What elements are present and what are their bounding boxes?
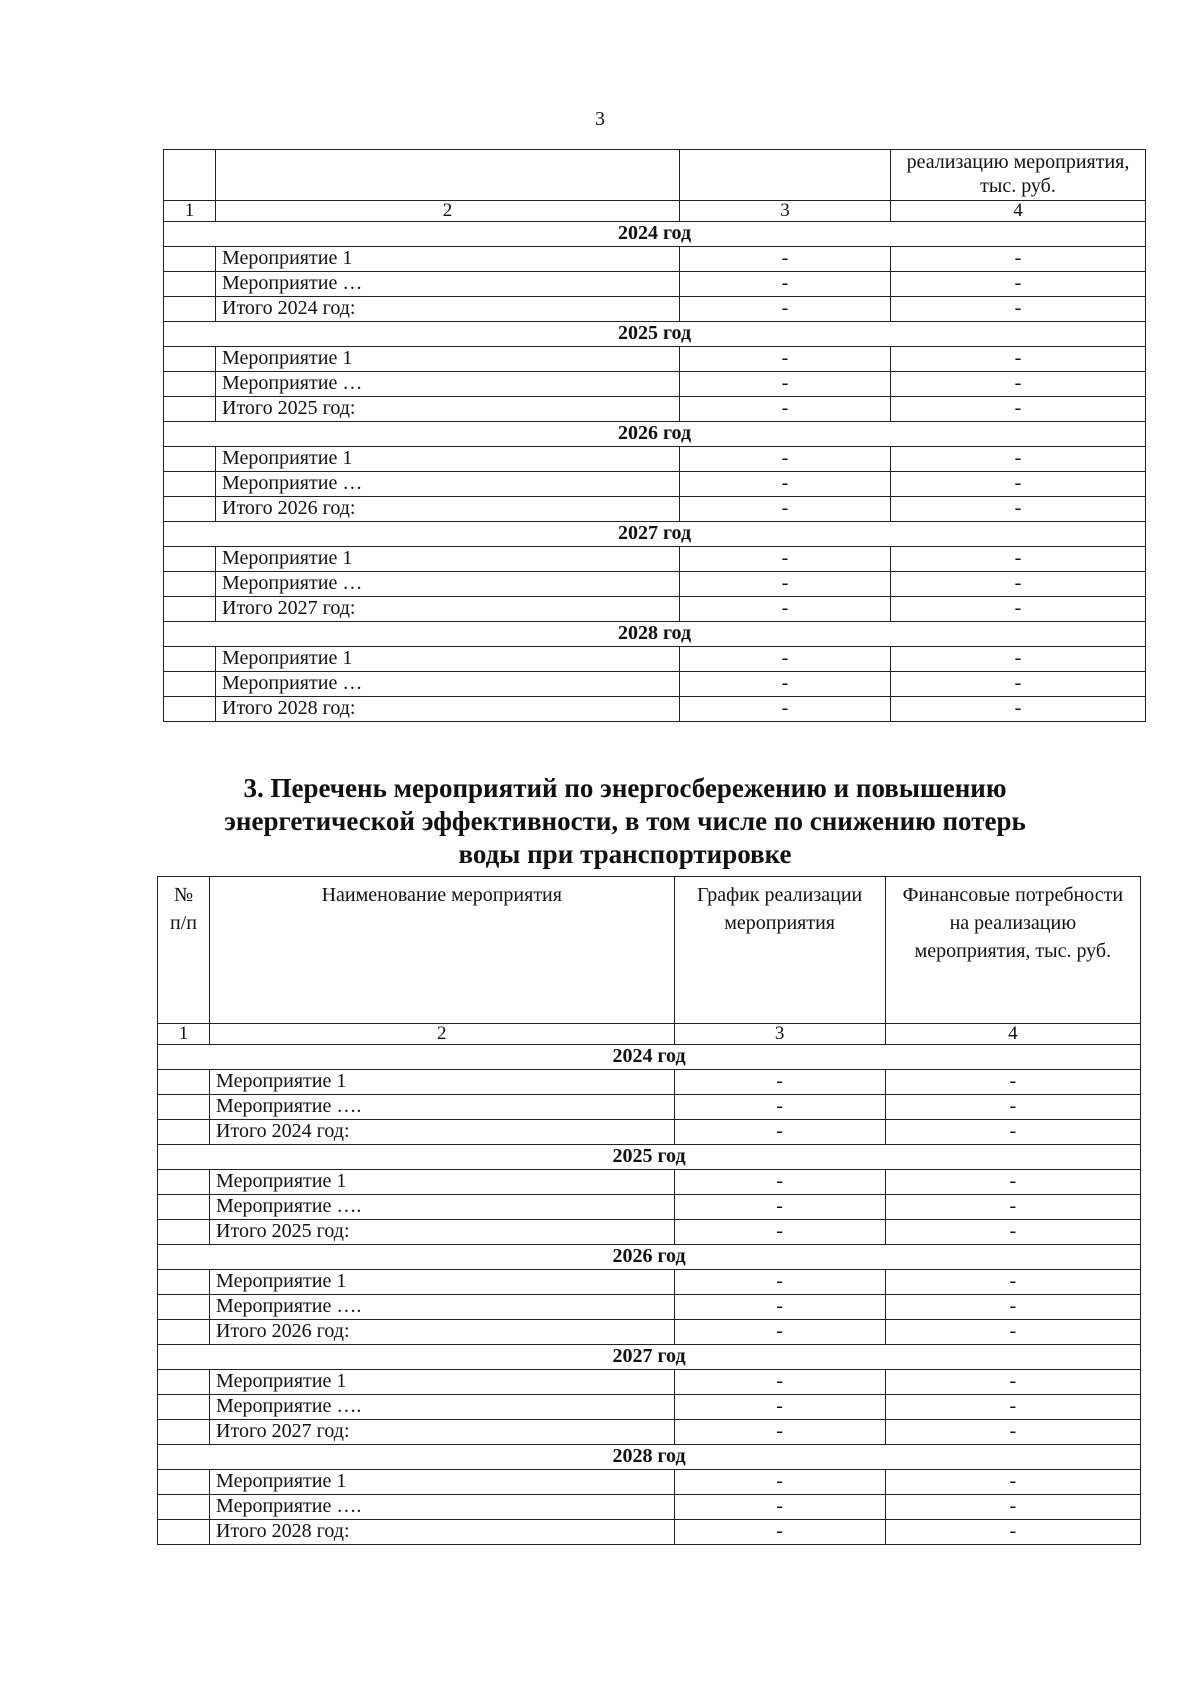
row-number-cell [164, 447, 216, 472]
row-number-cell [158, 1520, 210, 1545]
measure-name: Мероприятие 1 [216, 247, 680, 272]
table-row [158, 1470, 1141, 1495]
row-number-cell [164, 297, 216, 322]
table2-header-row [158, 877, 1141, 1024]
finance-value: - [885, 1070, 1140, 1095]
table-row [158, 1195, 1141, 1220]
row-number-cell [164, 372, 216, 397]
measure-name: Мероприятие … [216, 272, 680, 297]
total-label: Итого 2026 год: [210, 1320, 674, 1345]
finance-value: - [891, 547, 1146, 572]
measure-name: Мероприятие …. [210, 1195, 674, 1220]
schedule-value: - [680, 372, 891, 397]
measure-name: Мероприятие … [216, 372, 680, 397]
total-label: Итого 2024 год: [216, 297, 680, 322]
table-row [158, 1270, 1141, 1295]
total-label: Итого 2028 год: [210, 1520, 674, 1545]
total-schedule: - [680, 297, 891, 322]
schedule-value: - [680, 472, 891, 497]
row-number-cell [158, 1395, 210, 1420]
finance-value: - [885, 1495, 1140, 1520]
schedule-value: - [674, 1370, 885, 1395]
measure-name: Мероприятие 1 [210, 1370, 674, 1395]
total-finance: - [885, 1220, 1140, 1245]
total-row [158, 1420, 1141, 1445]
year-heading: 2024 год [164, 222, 1146, 247]
total-label: Итого 2024 год: [210, 1120, 674, 1145]
row-number-cell [158, 1320, 210, 1345]
total-finance: - [885, 1520, 1140, 1545]
column-number: 1 [158, 1024, 210, 1045]
year-row [164, 322, 1146, 347]
finance-value: - [891, 672, 1146, 697]
row-number-cell [164, 472, 216, 497]
total-schedule: - [680, 497, 891, 522]
table1-header-col4: реализацию мероприятия, тыс. руб. [891, 150, 1146, 201]
year-row [164, 222, 1146, 247]
table-row [158, 1495, 1141, 1520]
year-row [164, 422, 1146, 447]
total-finance: - [885, 1120, 1140, 1145]
row-number-cell [158, 1370, 210, 1395]
row-number-cell [164, 547, 216, 572]
row-number-cell [158, 1070, 210, 1095]
finance-value: - [891, 572, 1146, 597]
table-row [164, 647, 1146, 672]
year-row [158, 1245, 1141, 1270]
column-number: 1 [164, 201, 216, 222]
table1-header-row [164, 150, 1146, 201]
table1-column-numbers [164, 201, 1146, 222]
column-number: 2 [210, 1024, 674, 1045]
finance-value: - [885, 1270, 1140, 1295]
total-finance: - [891, 397, 1146, 422]
measure-name: Мероприятие 1 [216, 647, 680, 672]
schedule-value: - [680, 247, 891, 272]
row-number-cell [164, 572, 216, 597]
total-finance: - [885, 1320, 1140, 1345]
schedule-value: - [680, 347, 891, 372]
table-row [158, 1170, 1141, 1195]
finance-value: - [891, 272, 1146, 297]
row-number-cell [158, 1095, 210, 1120]
finance-value: - [891, 372, 1146, 397]
total-finance: - [891, 497, 1146, 522]
total-row [164, 297, 1146, 322]
total-row [158, 1120, 1141, 1145]
schedule-value: - [680, 672, 891, 697]
total-finance: - [885, 1420, 1140, 1445]
total-row [164, 397, 1146, 422]
finance-value: - [885, 1395, 1140, 1420]
table-row [164, 572, 1146, 597]
total-label: Итого 2025 год: [216, 397, 680, 422]
measure-name: Мероприятие … [216, 472, 680, 497]
schedule-value: - [674, 1095, 885, 1120]
row-number-cell [164, 647, 216, 672]
total-schedule: - [674, 1420, 885, 1445]
table-row [164, 672, 1146, 697]
total-row [158, 1320, 1141, 1345]
schedule-value: - [674, 1170, 885, 1195]
column-number: 2 [216, 201, 680, 222]
finance-value: - [891, 447, 1146, 472]
year-heading: 2028 год [164, 622, 1146, 647]
total-schedule: - [674, 1220, 885, 1245]
schedule-value: - [680, 647, 891, 672]
page-number: 3 [595, 108, 605, 130]
row-number-cell [158, 1195, 210, 1220]
total-schedule: - [680, 597, 891, 622]
finance-value: - [885, 1095, 1140, 1120]
year-row [164, 622, 1146, 647]
schedule-value: - [674, 1270, 885, 1295]
total-schedule: - [674, 1320, 885, 1345]
section-3-title: 3. Перечень мероприятий по энергосбережению и повышению энергетической эффективности, в том числе по снижению потерь воды при транспортировке [224, 773, 1026, 869]
finance-value: - [885, 1195, 1140, 1220]
measure-name: Мероприятие 1 [210, 1270, 674, 1295]
finance-value: - [885, 1370, 1140, 1395]
measure-name: Мероприятие …. [210, 1295, 674, 1320]
schedule-value: - [680, 572, 891, 597]
total-schedule: - [674, 1520, 885, 1545]
row-number-cell [158, 1495, 210, 1520]
schedule-value: - [680, 547, 891, 572]
measure-name: Мероприятие 1 [216, 547, 680, 572]
finance-value: - [885, 1470, 1140, 1495]
measure-name: Мероприятие …. [210, 1095, 674, 1120]
year-heading: 2024 год [158, 1045, 1141, 1070]
finance-value: - [891, 247, 1146, 272]
total-label: Итого 2025 год: [210, 1220, 674, 1245]
schedule-value: - [680, 272, 891, 297]
row-number-cell [164, 272, 216, 297]
finance-value: - [891, 647, 1146, 672]
finance-value: - [885, 1295, 1140, 1320]
measure-name: Мероприятие 1 [210, 1070, 674, 1095]
schedule-value: - [674, 1195, 885, 1220]
measure-name: Мероприятие 1 [210, 1170, 674, 1195]
table-row [164, 372, 1146, 397]
total-row [158, 1520, 1141, 1545]
row-number-cell [164, 497, 216, 522]
year-heading: 2025 год [164, 322, 1146, 347]
table1-header-cell-3 [680, 150, 891, 201]
table-row [164, 272, 1146, 297]
column-number: 3 [674, 1024, 885, 1045]
year-row [158, 1145, 1141, 1170]
row-number-cell [158, 1220, 210, 1245]
measure-name: Мероприятие … [216, 672, 680, 697]
total-row [164, 497, 1146, 522]
table-row [158, 1095, 1141, 1120]
row-number-cell [158, 1295, 210, 1320]
table-row [164, 247, 1146, 272]
total-schedule: - [680, 697, 891, 722]
row-number-cell [158, 1170, 210, 1195]
measure-name: Мероприятие 1 [216, 347, 680, 372]
row-number-cell [158, 1270, 210, 1295]
table1-header-cell-1 [164, 150, 216, 201]
table2-header-number: № п/п [158, 877, 210, 1024]
row-number-cell [164, 397, 216, 422]
total-label: Итого 2026 год: [216, 497, 680, 522]
table-row [158, 1295, 1141, 1320]
table-row [164, 347, 1146, 372]
year-heading: 2026 год [158, 1245, 1141, 1270]
schedule-value: - [674, 1070, 885, 1095]
row-number-cell [164, 697, 216, 722]
measure-name: Мероприятие …. [210, 1395, 674, 1420]
table2-body [158, 877, 1141, 1545]
year-row [158, 1045, 1141, 1070]
table1-body [164, 150, 1146, 722]
year-heading: 2027 год [158, 1345, 1141, 1370]
column-number: 4 [891, 201, 1146, 222]
table1-header-cell-2 [216, 150, 680, 201]
schedule-value: - [674, 1395, 885, 1420]
year-row [164, 522, 1146, 547]
table2-header-name: Наименование мероприятия [210, 877, 674, 1024]
table2-header-finance: Финансовые потребности на реализацию мероприятия, тыс. руб. [885, 877, 1140, 1024]
table2-column-numbers [158, 1024, 1141, 1045]
measure-name: Мероприятие …. [210, 1495, 674, 1520]
row-number-cell [158, 1120, 210, 1145]
year-row [158, 1345, 1141, 1370]
total-finance: - [891, 697, 1146, 722]
total-finance: - [891, 297, 1146, 322]
energy-saving-measures-table [157, 876, 1141, 1545]
table-row [158, 1370, 1141, 1395]
finance-value: - [885, 1170, 1140, 1195]
total-row [164, 697, 1146, 722]
measures-table-continued [163, 149, 1146, 722]
measure-name: Мероприятие 1 [216, 447, 680, 472]
table-row [164, 547, 1146, 572]
year-heading: 2025 год [158, 1145, 1141, 1170]
total-label: Итого 2027 год: [210, 1420, 674, 1445]
total-row [164, 597, 1146, 622]
column-number: 4 [885, 1024, 1140, 1045]
finance-value: - [891, 347, 1146, 372]
table-row [164, 447, 1146, 472]
column-number: 3 [680, 201, 891, 222]
table-row [164, 472, 1146, 497]
row-number-cell [164, 672, 216, 697]
total-schedule: - [674, 1120, 885, 1145]
row-number-cell [164, 247, 216, 272]
total-label: Итого 2028 год: [216, 697, 680, 722]
row-number-cell [158, 1420, 210, 1445]
finance-value: - [891, 472, 1146, 497]
schedule-value: - [674, 1295, 885, 1320]
year-row [158, 1445, 1141, 1470]
total-schedule: - [680, 397, 891, 422]
schedule-value: - [680, 447, 891, 472]
row-number-cell [158, 1470, 210, 1495]
total-row [158, 1220, 1141, 1245]
table2-header-schedule: График реализации мероприятия [674, 877, 885, 1024]
year-heading: 2026 год [164, 422, 1146, 447]
table-row [158, 1395, 1141, 1420]
schedule-value: - [674, 1495, 885, 1520]
total-finance: - [891, 597, 1146, 622]
measure-name: Мероприятие 1 [210, 1470, 674, 1495]
year-heading: 2027 год [164, 522, 1146, 547]
year-heading: 2028 год [158, 1445, 1141, 1470]
table-row [158, 1070, 1141, 1095]
total-label: Итого 2027 год: [216, 597, 680, 622]
measure-name: Мероприятие … [216, 572, 680, 597]
schedule-value: - [674, 1470, 885, 1495]
row-number-cell [164, 347, 216, 372]
row-number-cell [164, 597, 216, 622]
